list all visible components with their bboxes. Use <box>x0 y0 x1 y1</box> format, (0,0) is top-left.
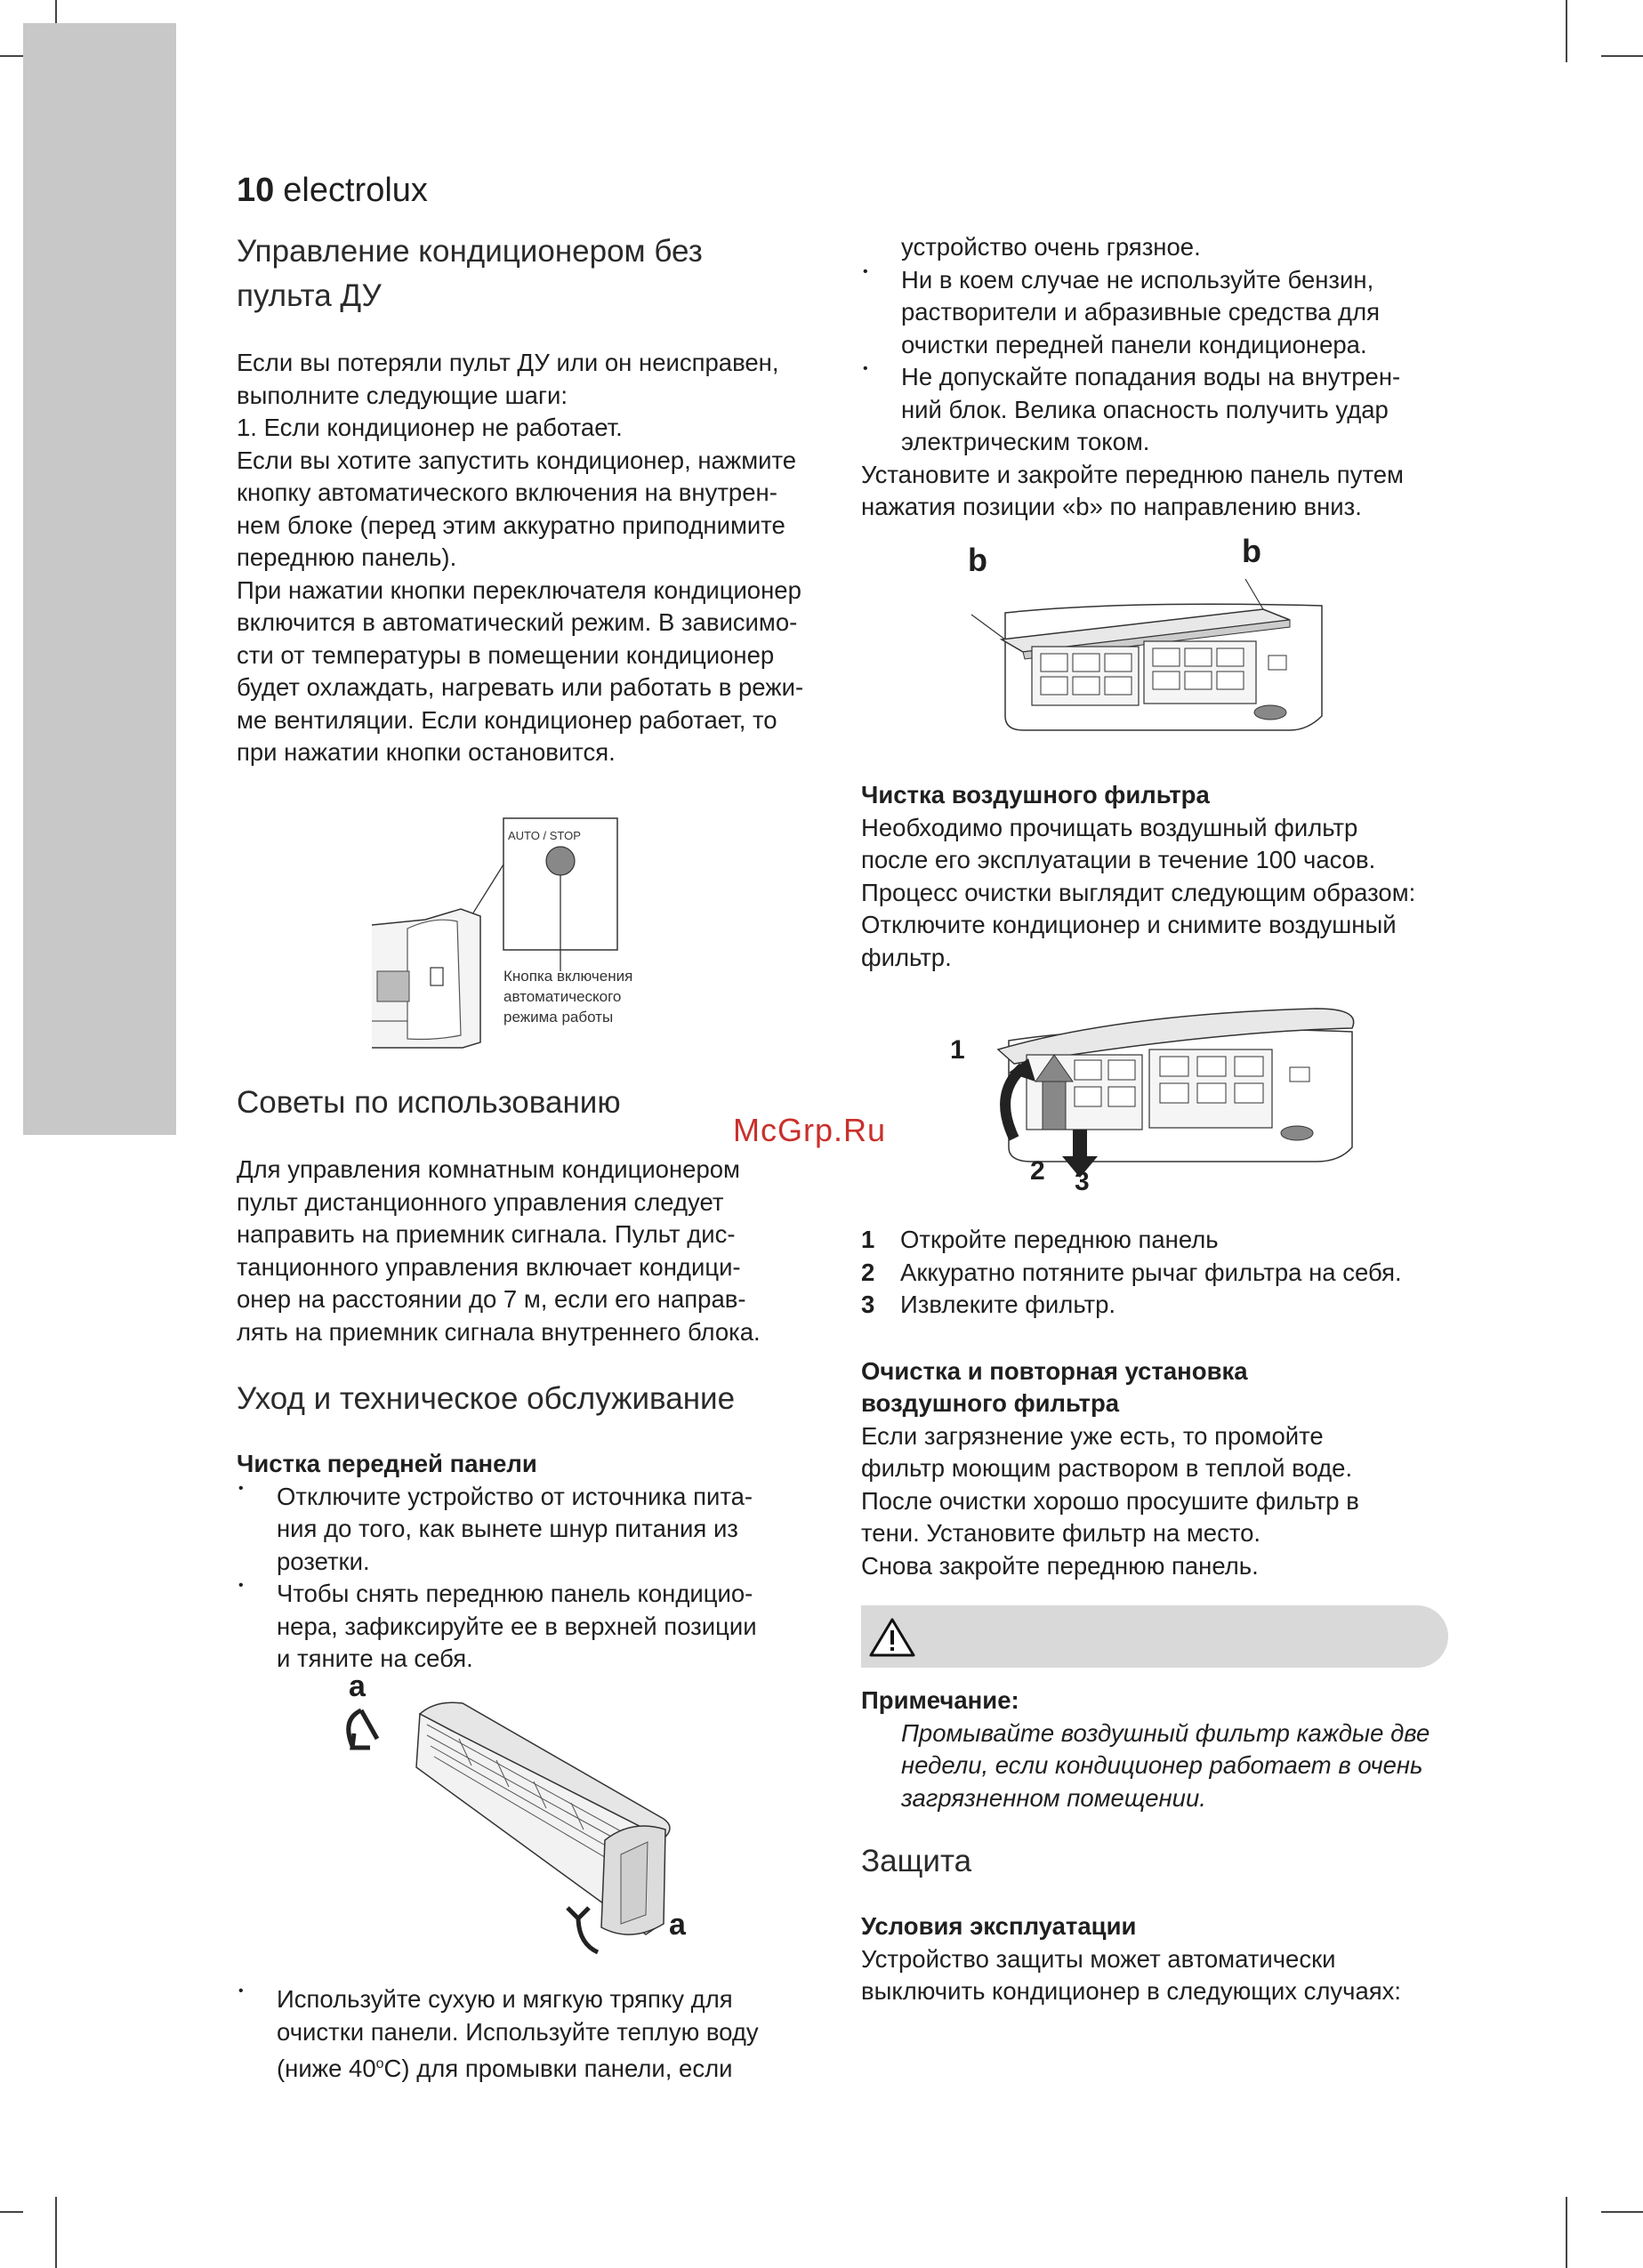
body-line: фильтр. <box>861 943 952 971</box>
bullet-line: очистки панели. Используйте теплую воду <box>277 2017 759 2046</box>
bullet-line: ний блок. Велика опасность получить удар <box>901 395 1389 423</box>
left-column-lower <box>237 1081 824 1676</box>
body-line: Установите и закройте переднюю панель путем <box>861 460 1404 488</box>
crop-mark <box>1601 2211 1643 2213</box>
body-line: нем блоке (перед этим аккуратно приподнимите <box>237 511 785 539</box>
body-line: После очистки хорошо просушите фильтр в <box>861 1486 1359 1515</box>
bullet-item <box>861 264 1466 362</box>
note-title: Примечание: <box>861 1686 1019 1714</box>
subsection-title-reinstall: воздушного фильтра <box>861 1389 1120 1417</box>
bullet-item <box>237 1983 824 2086</box>
step-number: 3 <box>861 1291 875 1318</box>
body-line: Снова закройте переднюю панель. <box>861 1551 1259 1580</box>
usage-tips-body <box>237 1154 824 1348</box>
note-line: недели, если кондиционер работает в очень <box>901 1751 1423 1779</box>
label-a-bottom: a <box>669 1908 686 1942</box>
step-text: Извлеките фильтр. <box>900 1291 1116 1318</box>
crop-mark <box>1566 2197 1567 2268</box>
subsection-title-front-panel: Чистка передней панели <box>237 1450 537 1477</box>
label-step-2: 2 <box>1030 1156 1045 1186</box>
section-no-remote-body <box>237 347 824 769</box>
body-line: направить на приемник сигнала. Пульт дис- <box>237 1220 736 1248</box>
body-line: Для управления комнатным кондиционером <box>237 1155 740 1183</box>
body-line: выключить кондиционер в следующих случаях: <box>861 1977 1402 2005</box>
bullet-line: • Чтобы снять переднюю панель кондицио- <box>277 1580 753 1607</box>
body-line: Отключите кондиционер и снимите воздушный <box>861 911 1397 938</box>
page-header <box>237 172 428 210</box>
note-line: загрязненном помещении. <box>901 1783 1206 1812</box>
body-line: танционного управления включает кондици- <box>237 1252 741 1281</box>
section-title-usage-tips: Советы по использованию <box>237 1085 621 1120</box>
body-line: Если загрязнение уже есть, то промойте <box>861 1421 1324 1450</box>
bullet-line: розетки. <box>277 1547 370 1575</box>
body-line: включится в автоматический режим. В зависимо- <box>237 608 798 636</box>
auto-stop-button-label: AUTO / STOP <box>508 829 581 842</box>
page-number: 10 <box>237 172 275 209</box>
right-column <box>861 231 1466 524</box>
body-line: тени. Установите фильтр на место. <box>861 1519 1261 1547</box>
list-item <box>861 1224 1475 1257</box>
crop-mark <box>1566 0 1567 62</box>
bullet-line: электрическим током. <box>901 428 1150 455</box>
bullet-line: и тяните на себя. <box>277 1645 473 1672</box>
label-b-right: b <box>1242 533 1261 569</box>
left-column <box>237 229 824 769</box>
subsection-title-filter: Чистка воздушного фильтра <box>861 781 1210 808</box>
bullet-line: нера, зафиксируйте ее в верхней позиции <box>277 1612 757 1640</box>
body-line: Процесс очистки выглядит следующим образом: <box>861 878 1416 906</box>
subsection-title-conditions: Условия эксплуатации <box>861 1912 1137 1940</box>
list-item <box>861 1289 1475 1322</box>
text-part: (ниже 40 <box>277 2055 376 2083</box>
caption-line: режима работы <box>503 1009 614 1025</box>
indoor-unit-front-illustration <box>970 547 1325 743</box>
filter-cleaning-section <box>861 779 1466 974</box>
body-line: выполните следующие шаги: <box>237 381 568 409</box>
section-title-no-remote: Управление кондиционером без пульта ДУ <box>237 234 703 313</box>
filter-removal-figure <box>943 996 1361 1201</box>
body-line: сти от температуры в помещении кондиционер <box>237 640 775 669</box>
section-title-protection: Защита <box>861 1844 972 1878</box>
filter-steps-list <box>861 1224 1475 1582</box>
body-line: переднюю панель). <box>237 543 457 571</box>
watermark: McGrp.Ru <box>733 1112 887 1148</box>
panel-close-figure <box>968 533 1325 743</box>
warning-bar <box>861 1605 1448 1668</box>
label-step-1: 1 <box>950 1035 965 1065</box>
indoor-unit-open-illustration <box>943 996 1361 1201</box>
body-line: фильтр моющим раствором в теплой воде. <box>861 1454 1353 1482</box>
indoor-unit-angled-illustration <box>338 1685 712 1979</box>
body-line: ме вентиляции. Если кондиционер работает, то <box>237 705 777 734</box>
body-line: нажатия позиции «b» по направлению вниз. <box>861 493 1362 520</box>
bullet-item <box>237 1578 824 1676</box>
bullet-continuation: устройство очень грязное. <box>901 233 1201 261</box>
step-number: 1 <box>861 1226 875 1253</box>
text-part: C) для промывки панели, если <box>383 2055 733 2083</box>
bullet-line: очистки передней панели кондиционера. <box>901 330 1367 358</box>
bullet-line: • Ни в коем случае не используйте бензин, <box>901 265 1374 294</box>
body-line: Устройство защиты может автоматически <box>861 1944 1336 1973</box>
crop-mark <box>55 2197 57 2268</box>
crop-mark <box>0 2211 23 2213</box>
step-text: Аккуратно потяните рычаг фильтра на себя. <box>900 1258 1402 1286</box>
caption-line: автоматического <box>503 988 622 1005</box>
body-line: после его эксплуатации в течение 100 часов. <box>861 846 1376 873</box>
body-line: онер на расстоянии до 7 м, если его направ- <box>237 1285 746 1313</box>
warning-triangle-icon <box>868 1616 916 1659</box>
subsection-title-reinstall: Очистка и повторная установка <box>861 1356 1248 1385</box>
label-step-3: 3 <box>1075 1167 1090 1196</box>
auto-stop-figure <box>372 811 692 1051</box>
body-line: пульт дистанционного управления следует <box>237 1187 724 1216</box>
note-section <box>861 1685 1475 2008</box>
bullet-line: • Не допускайте попадания воды на внутрен- <box>901 363 1401 390</box>
label-a-top: a <box>349 1669 366 1703</box>
section-title-maintenance: Уход и техническое обслуживание <box>237 1381 736 1416</box>
bullet-item <box>237 1481 824 1579</box>
bullet-line: ния до того, как вынете шнур питания из <box>277 1515 738 1542</box>
note-line: Промывайте воздушный фильтр каждые две <box>901 1718 1430 1747</box>
brand-name: electrolux <box>283 172 428 209</box>
crop-mark <box>1601 55 1643 57</box>
bullet-line <box>277 2048 824 2086</box>
body-line: Если вы хотите запустить кондиционер, нажмите <box>237 446 797 474</box>
bullet-item <box>861 361 1466 459</box>
body-line: Необходимо прочищать воздушный фильтр <box>861 813 1358 841</box>
label-b-left: b <box>968 542 987 578</box>
bullet-line: растворители и абразивные средства для <box>901 298 1381 326</box>
body-line: кнопку автоматического включения на внутрен- <box>237 479 777 506</box>
panel-removal-figure <box>338 1669 712 1979</box>
body-line: Если вы потеряли пульт ДУ или он неисправен, <box>237 349 779 376</box>
bullet-line: • Отключите устройство от источника пита- <box>277 1482 753 1510</box>
body-line: При нажатии кнопки переключателя кондиционер <box>237 575 801 604</box>
body-line: 1. Если кондиционер не работает. <box>237 414 623 441</box>
note-body <box>861 1717 1475 1815</box>
auto-button-caption <box>503 966 632 1027</box>
bullet-line: • Используйте сухую и мягкую тряпку для <box>277 1985 733 2013</box>
body-line: будет охлаждать, нагревать или работать в режи- <box>237 673 804 701</box>
step-number: 2 <box>861 1258 875 1286</box>
degree-sup: o <box>375 2056 384 2071</box>
left-column-bottom <box>237 1983 824 2086</box>
body-line: при нажатии кнопки остановится. <box>237 738 616 766</box>
list-item <box>861 1257 1475 1290</box>
caption-line: Кнопка включения <box>503 968 633 985</box>
step-text: Откройте переднюю панель <box>900 1226 1219 1253</box>
side-tab <box>23 23 176 1135</box>
crop-mark <box>0 55 23 57</box>
body-line: лять на приемник сигнала внутреннего блока. <box>237 1317 761 1346</box>
